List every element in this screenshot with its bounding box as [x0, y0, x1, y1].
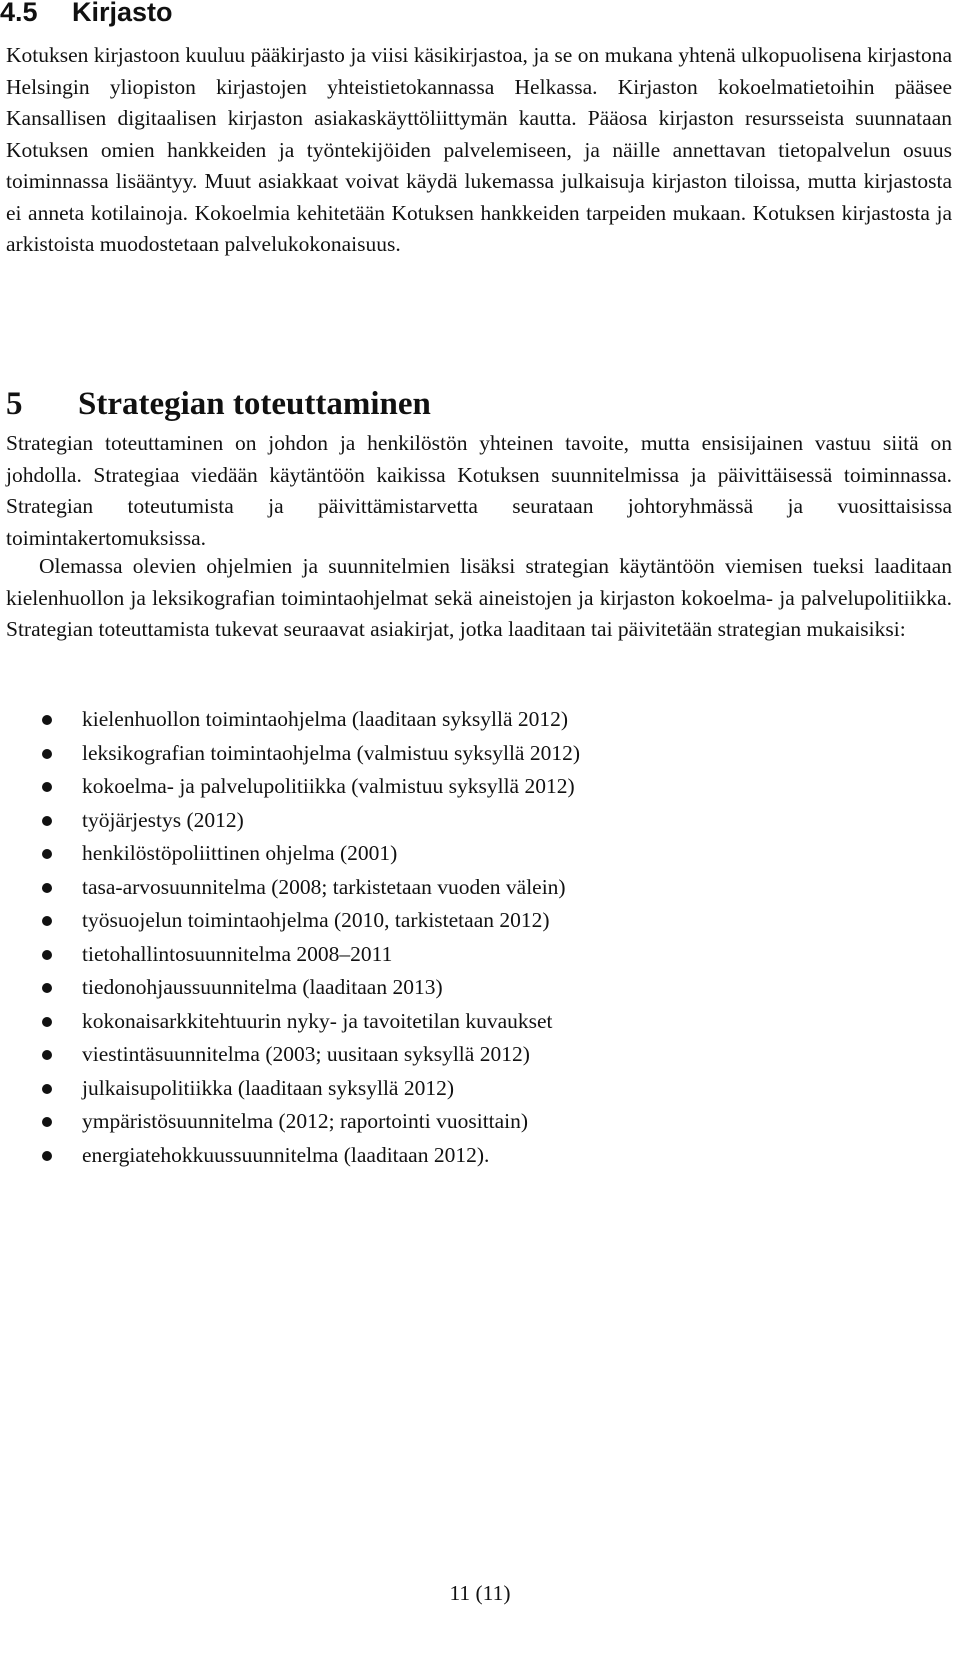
- list-item-text: kokonaisarkkitehtuurin nyky- ja tavoitetilan kuvaukset: [82, 1008, 553, 1033]
- bullet-icon: [42, 1017, 52, 1027]
- bullet-icon: [42, 983, 52, 993]
- bullet-icon: [42, 1117, 52, 1127]
- list-item: [0, 871, 960, 905]
- page-number: 11 (11): [449, 1581, 511, 1605]
- list-item: [0, 804, 960, 838]
- bullet-icon: [42, 950, 52, 960]
- list-item: [0, 904, 960, 938]
- list-item: [0, 1005, 960, 1039]
- bullet-icon: [42, 715, 52, 725]
- bullet-icon: [42, 1084, 52, 1094]
- list-item: [0, 703, 960, 737]
- list-item: [0, 837, 960, 871]
- bullet-icon: [42, 883, 52, 893]
- bullet-icon: [42, 749, 52, 759]
- section-heading-strategian-toteuttaminen: [6, 382, 431, 426]
- list-item-text: työjärjestys (2012): [82, 807, 244, 832]
- list-item-text: viestintäsuunnitelma (2003; uusitaan syksyllä 2012): [82, 1042, 530, 1066]
- kirjasto-paragraph: Kotuksen kirjastoon kuuluu pääkirjasto ja viisi käsikirjastoa, ja se on mukana yhtenä ulkopuolisena kirjastona Helsingin yliopiston kirjastojen yhteistietokannassa Helkassa. Kirjaston kokoelmatietoihin pääsee Kansallisen digitaalisen kirjaston asiakaskäyttöliittymän kautta. Pääosa kirjaston resursseista suunnataan Kotuksen omien hankkeiden ja työntekijöiden palvelemiseen, ja näille annettavan tietopalvelun osuus toiminnassa lisääntyy. Muut asiakkaat voivat käydä lukemassa julkaisuja kirjaston tiloissa, mutta kirjastosta ei anneta kotilainoja. Kokoelmia kehitetään Kotuksen hankkeiden tarpeiden mukaan. Kotuksen kirjastosta ja arkistoista muodostetaan palvelukokonaisuus.: [6, 43, 952, 256]
- bullet-icon: [42, 782, 52, 792]
- list-item: [0, 1072, 960, 1106]
- bullet-icon: [42, 816, 52, 826]
- list-item-text: julkaisupolitiikka (laaditaan syksyllä 2012): [82, 1075, 454, 1100]
- list-item: [0, 938, 960, 972]
- list-item-text: tasa-arvosuunnitelma (2008; tarkistetaan vuoden välein): [82, 874, 566, 899]
- section-title: Strategian toteuttaminen: [78, 386, 431, 422]
- list-item: [0, 1105, 960, 1139]
- bullet-icon: [42, 916, 52, 926]
- list-item: [0, 770, 960, 804]
- list-item-text: tiedonohjaussuunnitelma (laaditaan 2013): [82, 975, 443, 999]
- list-item-text: ympäristösuunnitelma (2012; raportointi vuosittain): [82, 1109, 529, 1133]
- list-item-text: leksikografian toimintaohjelma (valmistuu syksyllä 2012): [82, 740, 580, 765]
- section-heading-kirjasto: [0, 0, 173, 32]
- section-title: Kirjasto: [72, 0, 173, 27]
- bullet-icon: [42, 849, 52, 859]
- list-item-text: energiatehokkuussuunnitelma (laaditaan 2012).: [82, 1142, 490, 1167]
- list-item: [0, 737, 960, 771]
- strategy-paragraph-2: Olemassa olevien ohjelmien ja suunnitelmien lisäksi strategian käytäntöön viemisen tueksi laaditaan kielenhuollon ja leksikografian toimintaohjelmat sekä aineistojen ja kirjaston kokoelma- ja palvelupolitiikka. Strategian toteuttamista tukevat seuraavat asiakirjat, jotka laaditaan tai päivitetään strategian mukaisiksi:: [6, 554, 952, 641]
- list-item: [0, 971, 960, 1005]
- list-item-text: tietohallintosuunnitelma 2008–2011: [82, 941, 393, 966]
- list-item: [0, 1139, 960, 1173]
- list-item-text: kielenhuollon toimintaohjelma (laaditaan syksyllä 2012): [82, 707, 569, 731]
- bullet-icon: [42, 1151, 52, 1161]
- section-number: 5: [6, 386, 23, 422]
- list-item-text: työsuojelun toimintaohjelma (2010, tarkistetaan 2012): [82, 908, 550, 932]
- list-item-text: kokoelma- ja palvelupolitiikka (valmistuu syksyllä 2012): [82, 774, 575, 798]
- bullet-icon: [42, 1050, 52, 1060]
- section-number: 4.5: [0, 0, 38, 27]
- list-item: [0, 1038, 960, 1072]
- strategy-paragraph-1: Strategian toteuttaminen on johdon ja henkilöstön yhteinen tavoite, mutta ensisijainen vastuu siitä on johdolla. Strategiaa viedään käytäntöön kaikissa Kotuksen suunnitelmissa ja päivittäisessä toiminnassa. Strategian toteutumista ja päivittämistarvetta seurataan johtoryhmässä ja vuosittaisissa toimintakertomuksissa.: [6, 431, 952, 550]
- list-item-text: henkilöstöpoliittinen ohjelma (2001): [82, 841, 398, 865]
- document-list: [0, 703, 960, 1172]
